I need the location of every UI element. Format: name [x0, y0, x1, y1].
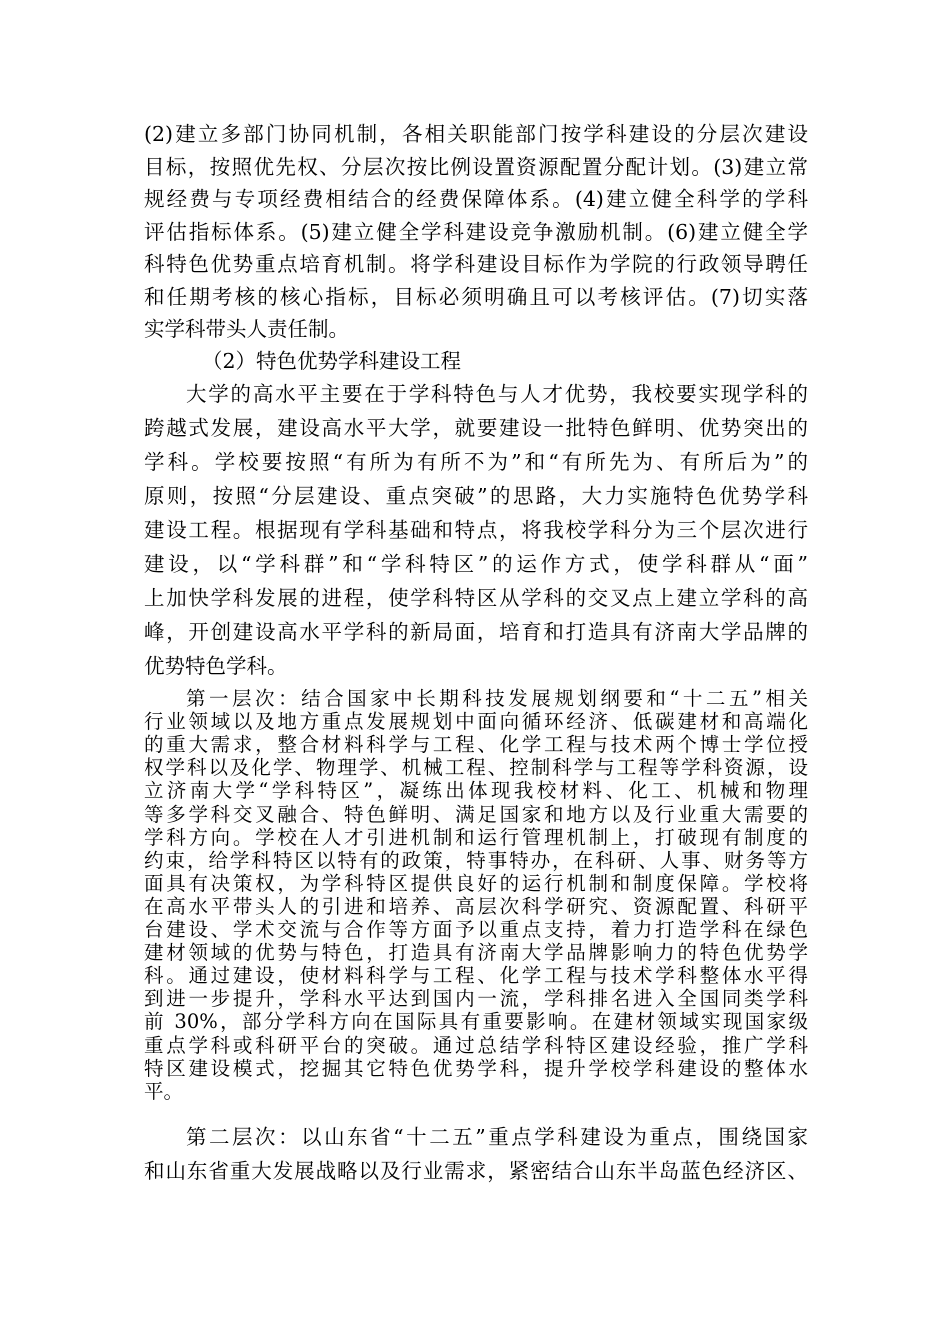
text-line: 大学的高水平主要在于学科特色与人才优势，我校要实现学科的	[186, 382, 808, 406]
text-line: 面具有决策权，为学科特区提供良好的运行机制和制度保障。学校将	[144, 872, 808, 895]
text-line: 第一层次：结合国家中长期科技发展规划纲要和“十二五”相关	[186, 688, 808, 710]
text-line: 科特色优势重点培育机制。将学科建设目标作为学院的行政领导聘任	[144, 252, 808, 276]
text-line: 科。通过建设，使材料科学与工程、化学工程与技术学科整体水平得	[144, 965, 808, 988]
text-line: 建设，以“学科群”和“学科特区”的运作方式，使学科群从“面”	[144, 552, 808, 576]
text-line: 学科方向。学校在人才引进机制和运行管理机制上，打破现有制度的	[144, 826, 808, 849]
text-line: 到进一步提升，学科水平达到国内一流，学科排名进入全国同类学科	[144, 988, 808, 1011]
text-line: 和山东省重大发展战略以及行业需求，紧密结合山东半岛蓝色经济区、	[144, 1159, 808, 1183]
text-line: 等多学科交叉融合、特色鲜明、满足国家和地方以及行业重大需要的	[144, 803, 808, 826]
text-line: 建设工程。根据现有学科基础和特点，将我校学科分为三个层次进行	[144, 518, 808, 542]
text-line: 跨越式发展，建设高水平大学，就要建设一批特色鲜明、优势突出的	[144, 416, 808, 440]
text-line: 立济南大学“学科特区”，凝练出体现我校材料、化工、机械和物理	[144, 780, 808, 803]
text-line: 原则，按照“分层建设、重点突破”的思路，大力实施特色优势学科	[144, 484, 808, 508]
text-line: 目标，按照优先权、分层次按比例设置资源配置分配计划。(3)建立常	[144, 154, 808, 179]
text-line: 上加快学科发展的进程，使学科特区从学科的交叉点上建立学科的高	[144, 586, 808, 610]
text-line: 前 30%，部分学科方向在国际具有重要影响。在建材领域实现国家级	[144, 1011, 808, 1034]
text-line: 约束，给学科特区以特有的政策，特事特办，在科研、人事、财务等方	[144, 849, 808, 872]
text-line: 优势特色学科。	[144, 654, 288, 678]
text-line: 权学科以及化学、物理学、机械工程、控制科学与工程等学科资源，设	[144, 757, 808, 780]
text-line: 重点学科或科研平台的突破。通过总结学科特区建设经验，推广学科	[144, 1034, 808, 1057]
text-line: (2)建立多部门协同机制，各相关职能部门按学科建设的分层次建设	[144, 122, 808, 146]
text-line: 评估指标体系。(5)建立健全学科建设竞争激励机制。(6)建立健全学	[144, 219, 808, 244]
text-line: 规经费与专项经费相结合的经费保障体系。(4)建立健全科学的学科	[144, 187, 808, 211]
text-line: 特区建设模式，挖掘其它特色优势学科，提升学校学科建设的整体水	[144, 1057, 808, 1080]
text-line: 在高水平带头人的引进和培养、高层次科学研究、资源配置、科研平	[144, 895, 808, 918]
text-line: 建材领域的优势与特色，打造具有济南大学品牌影响力的特色优势学	[144, 942, 808, 965]
text-line: 台建设、学术交流与合作等方面予以重点支持，着力打造学科在绿色	[144, 919, 808, 941]
document-page	[144, 0, 808, 1344]
text-line: 峰，开创建设高水平学科的新局面，培育和打造具有济南大学品牌的	[144, 620, 808, 644]
text-line: 和任期考核的核心指标，目标必须明确且可以考核评估。(7)切实落	[144, 284, 808, 309]
text-line: （2）特色优势学科建设工程	[202, 349, 462, 373]
text-line: 第二层次：以山东省“十二五”重点学科建设为重点，围绕国家	[186, 1125, 808, 1149]
text-line: 学科。学校要按照“有所为有所不为”和“有所先为、有所后为”的	[144, 450, 808, 474]
text-line: 行业领域以及地方重点发展规划中面向循环经济、低碳建材和高端化	[144, 711, 808, 734]
text-line: 的重大需求，整合材料科学与工程、化学工程与技术两个博士学位授	[144, 734, 808, 757]
text-line: 平。	[144, 1080, 184, 1103]
text-line: 实学科带头人责任制。	[144, 317, 349, 341]
